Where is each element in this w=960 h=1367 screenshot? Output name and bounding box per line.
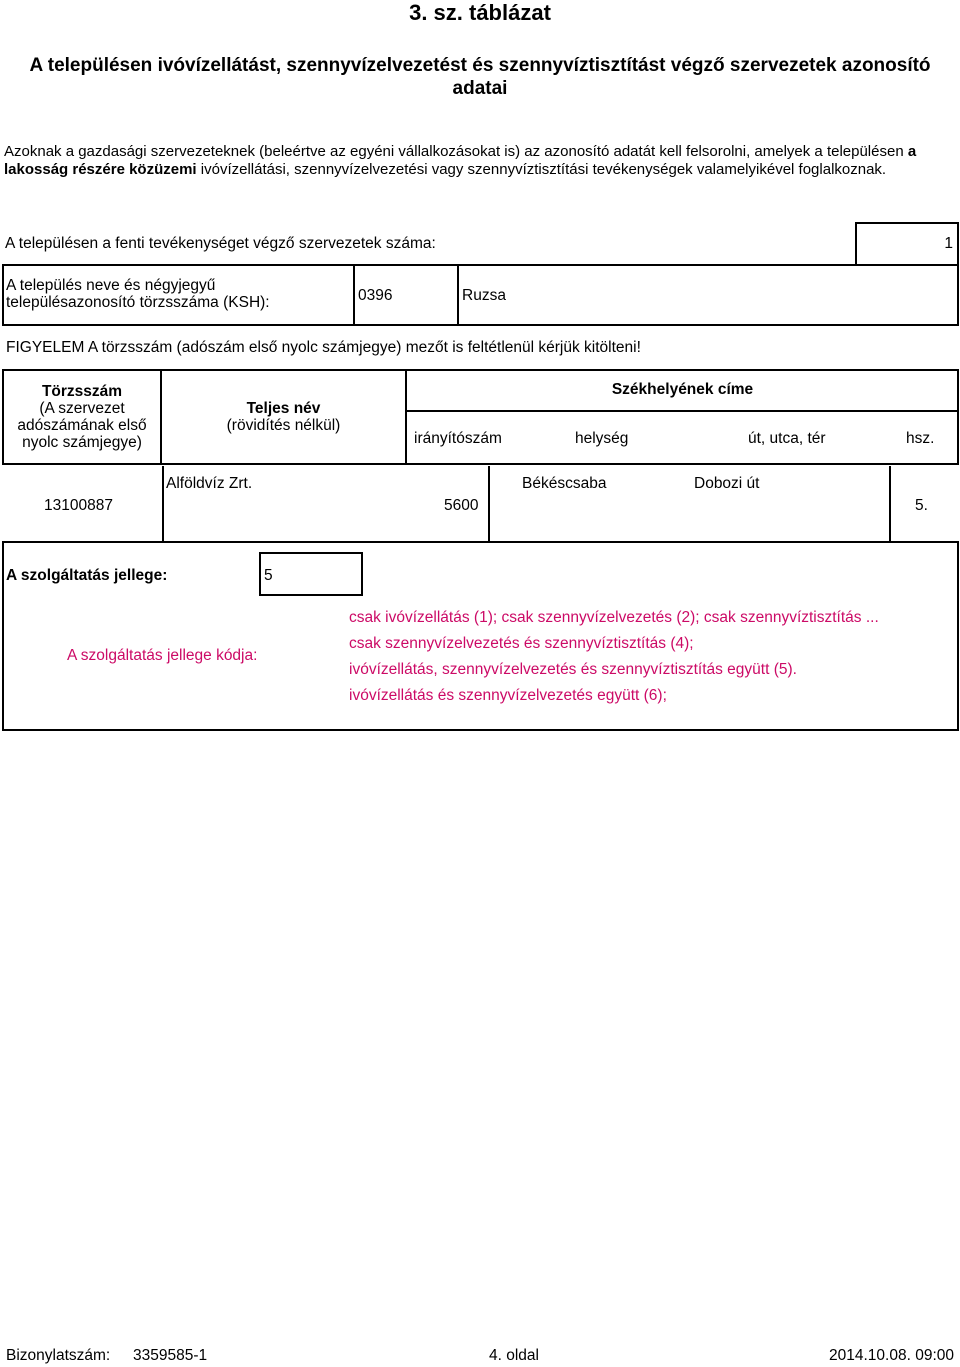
table-number-heading: 3. sz. táblázat [409,0,551,25]
service-code-1: csak ivóvízellátás (1); csak szennyvízelvezetés (2); csak szennyvíztisztítás ... [349,609,879,626]
service-code-2: csak szennyvízelvezetés és szennyvíztisztítás (4); [349,635,694,652]
address-group-title: Székhelyének címe [611,381,754,398]
org-count-label: A településen a fenti tevékenységet végző szervezetek száma: [5,235,436,252]
intro-text-bold: a lakosság részére közüzemi [4,143,917,178]
col-taxid-line1: (A szervezet [39,400,125,417]
col-taxid-line2: adószámának első [17,417,147,434]
col-taxid-line3: nyolc számjegye) [22,434,142,451]
row-street: Dobozi út [694,475,760,492]
intro-paragraph [4,143,954,179]
footer-doc-number: 3359585-1 [133,1347,208,1364]
address-header-divider [406,410,959,412]
intro-text-2: ivóvízellátási, szennyvízelvezetési vagy szennyvíztisztítási tevékenységek valamelyikével foglalkoznak. [196,161,887,178]
col-city: helység [575,430,629,447]
settlement-label-line1: A település neve és négyjegyű [6,277,216,294]
col-street: út, utca, tér [748,430,826,447]
settlement-code: 0396 [358,287,393,304]
row-zip: 5600 [444,497,479,514]
warning-bold: FIGYELEM [6,339,85,356]
settlement-label-line2: településazonosító törzsszáma (KSH): [6,294,270,311]
footer-page-label: . oldal [497,1347,539,1364]
warning-body: A törzsszám (adószám első nyolc számjegye) mezőt is feltétlenül kérjük kitölteni! [84,339,641,356]
intro-text-1: Azoknak a gazdasági szervezeteknek (beleértve az egyéni vállalkozásokat is) az azonosító adatát kell felsorolni, amelyek a településen [4,143,908,160]
service-code-label: A szolgáltatás jellege kódja: [67,647,258,664]
col-name-sub: (rövidítés nélkül) [226,417,341,434]
org-count-box [855,222,959,266]
row-divider-house [889,466,891,542]
col-taxid-title: Törzsszám [41,383,123,400]
service-code-4: ivóvízellátás és szennyvízelvezetés együtt (6); [349,687,667,704]
service-type-box [259,552,363,596]
row-divider-left [162,466,164,542]
col-house-no: hsz. [906,430,935,447]
footer-doc-label: Bizonylatszám: [6,1347,111,1364]
col-zip: irányítószám [414,430,502,447]
settlement-name: Ruzsa [462,287,506,304]
row-divider-zip [488,466,490,542]
footer-page [489,1347,539,1365]
col-name-title: Teljes név [246,400,321,417]
row-tax-id: 13100887 [44,497,113,514]
service-type-value: 5 [264,567,273,584]
row-city: Békéscsaba [522,475,607,492]
row-org-name: Alföldvíz Zrt. [166,475,253,492]
service-type-label: A szolgáltatás jellege: [6,567,168,584]
row-house-no: 5. [915,497,928,514]
footer-datetime: 2014.10.08. 09:00 [829,1347,954,1364]
footer-page-number: 4 [489,1347,498,1364]
warning-text [6,339,641,357]
org-count-value: 1 [944,235,953,252]
page-title: A településen ivóvízellátást, szennyvízelvezetést és szennyvíztisztítást végző szervezetek azonosító adatai [29,55,931,99]
service-code-3: ivóvízellátás, szennyvízelvezetés és szennyvíztisztítás együtt (5). [349,661,797,678]
